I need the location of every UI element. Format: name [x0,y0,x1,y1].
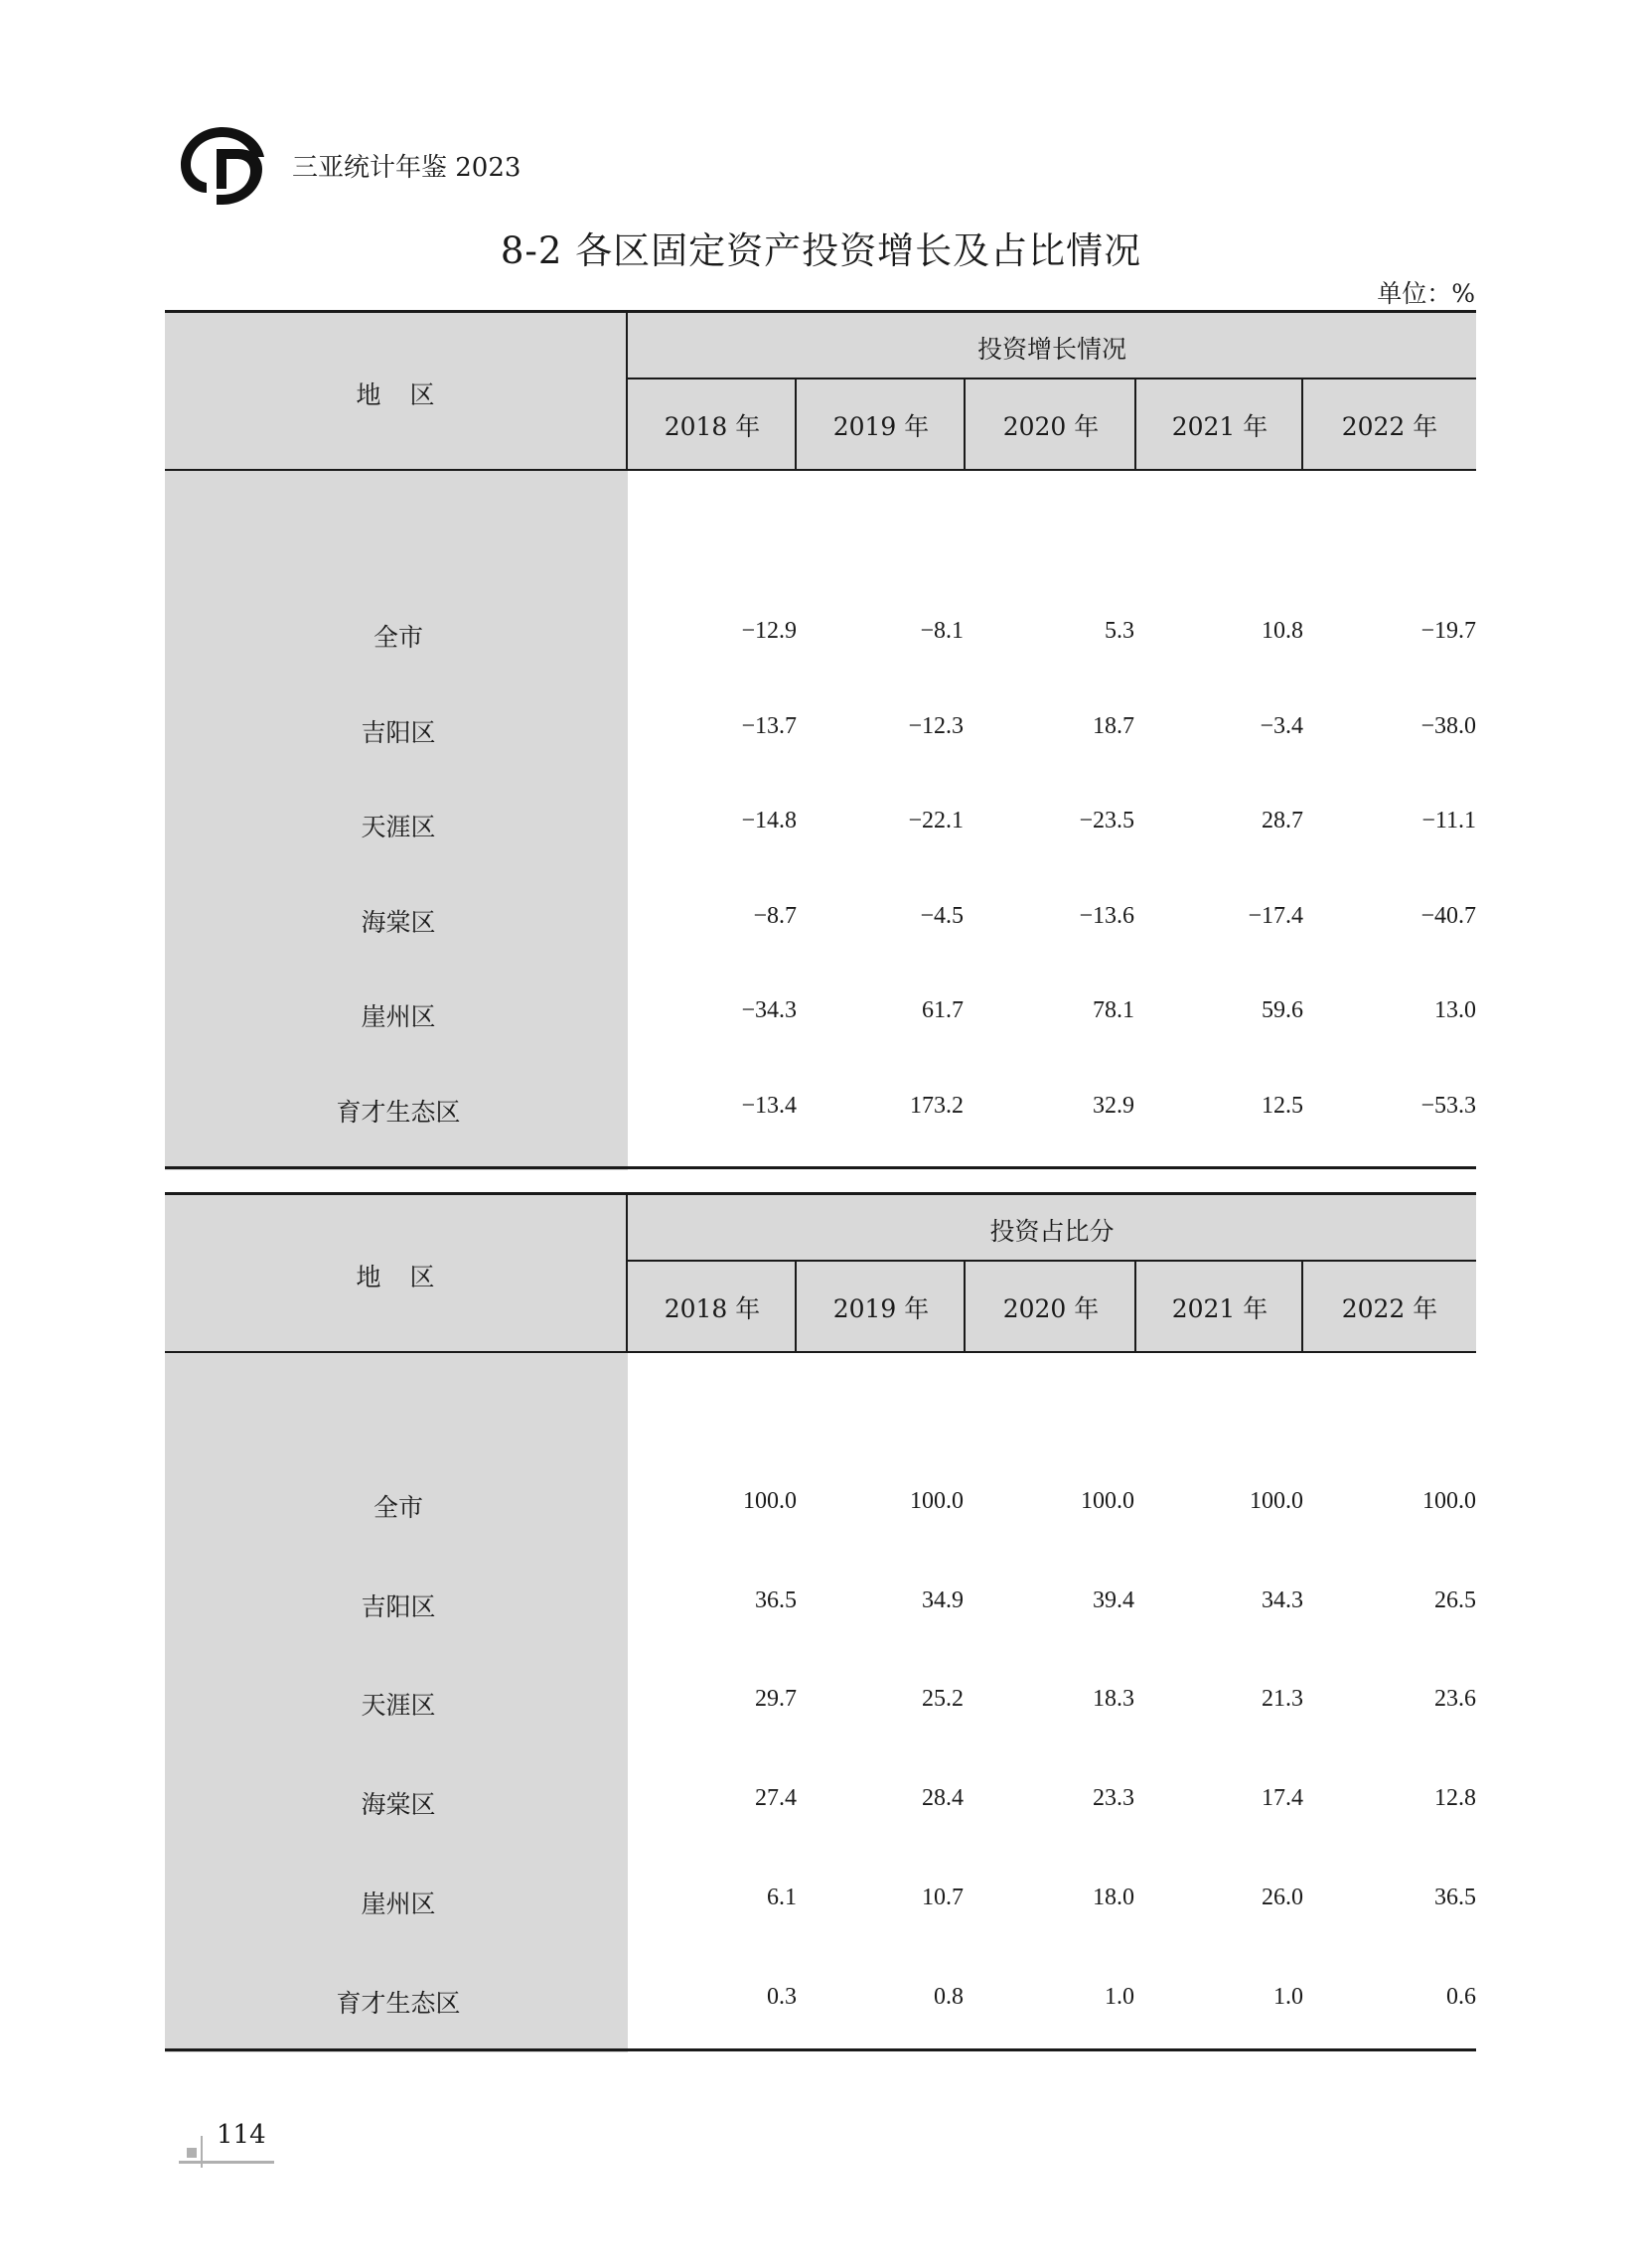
page-number: 114 [217,2120,266,2150]
table-cell-value: −12.3 [908,713,964,739]
table-cell-value: 6.1 [767,1885,797,1910]
table-cell-value: −4.5 [920,903,964,929]
year-column-header: 2022 年 [1341,1294,1438,1323]
table-cell-value: 26.5 [1434,1588,1476,1613]
region-name: 育才生态区 [336,1098,461,1127]
table-cell-value: −53.3 [1420,1093,1476,1119]
unit-label: 单位：% [1377,279,1475,308]
region-name: 全市 [373,1493,423,1522]
table-cell-value: 36.5 [755,1588,797,1613]
table-cell-value: 13.0 [1434,997,1476,1023]
table-cell-value: −17.4 [1248,903,1303,929]
region-name: 育才生态区 [336,1989,461,2018]
table-cell-value: 29.7 [755,1686,797,1712]
table-cell-value: −23.5 [1079,808,1134,833]
running-header-title: 三亚统计年鉴 2023 [292,153,522,183]
table-cell-value: 0.8 [934,1984,964,2010]
year-column-header: 2020 年 [1002,1294,1100,1323]
stats-yearbook-logo-icon [177,119,268,211]
growth-group-header: 投资增长情况 [976,335,1126,364]
table-cell-value: −38.0 [1420,713,1476,739]
table-cell-value: 32.9 [1093,1093,1134,1119]
table-cell-value: 0.3 [767,1984,797,2010]
table-cell-value: 26.0 [1262,1885,1303,1910]
table-cell-value: 61.7 [922,997,964,1023]
table-cell-value: −3.4 [1260,713,1303,739]
region-name: 海棠区 [361,1790,436,1819]
table-cell-value: 12.8 [1434,1785,1476,1811]
table-cell-value: 34.9 [922,1588,964,1613]
table-cell-value: 173.2 [910,1093,964,1119]
share-group-header: 投资占比分 [989,1217,1115,1246]
year-column-header: 2022 年 [1341,412,1438,441]
page-title: 8-2 各区固定资产投资增长及占比情况 [500,229,1142,272]
table-cell-value: −8.1 [920,618,964,644]
table-cell-value: −13.4 [741,1093,797,1119]
region-column-header: 地 区 [356,1263,437,1291]
table-cell-value: 21.3 [1262,1686,1303,1712]
region-name: 吉阳区 [361,718,436,747]
table-cell-value: −22.1 [908,808,964,833]
table-cell-value: 28.7 [1262,808,1303,833]
table-cell-value: 1.0 [1105,1984,1134,2010]
table-cell-value: 18.3 [1093,1686,1134,1712]
table-cell-value: −13.6 [1079,903,1134,929]
year-column-header: 2018 年 [664,412,761,441]
table-cell-value: −12.9 [741,618,797,644]
region-name: 吉阳区 [361,1592,436,1621]
table-cell-value: 28.4 [922,1785,964,1811]
region-name: 全市 [373,623,423,652]
table-cell-value: 27.4 [755,1785,797,1811]
table-cell-value: 39.4 [1093,1588,1134,1613]
table-cell-value: 59.6 [1262,997,1303,1023]
region-name: 海棠区 [361,908,436,937]
share-table [165,1192,1476,2052]
region-name: 天涯区 [361,813,436,841]
table-cell-value: 25.2 [922,1686,964,1712]
table-cell-value: −34.3 [741,997,797,1023]
year-column-header: 2021 年 [1171,412,1269,441]
table-cell-value: 23.3 [1093,1785,1134,1811]
table-cell-value: 10.7 [922,1885,964,1910]
table-cell-value: 1.0 [1273,1984,1303,2010]
table-cell-value: 0.6 [1446,1984,1476,2010]
year-column-header: 2018 年 [664,1294,761,1323]
table-cell-value: 23.6 [1434,1686,1476,1712]
table-cell-value: −13.7 [741,713,797,739]
table-cell-value: 78.1 [1093,997,1134,1023]
region-name: 崖州区 [361,1890,436,1918]
table-cell-value: −11.1 [1421,808,1476,833]
table-cell-value: 36.5 [1434,1885,1476,1910]
year-column-header: 2021 年 [1171,1294,1269,1323]
table-cell-value: 100.0 [743,1488,797,1514]
table-cell-value: 18.0 [1093,1885,1134,1910]
region-name: 崖州区 [361,1002,436,1031]
table-cell-value: −8.7 [753,903,797,929]
year-column-header: 2019 年 [832,412,930,441]
year-column-header: 2019 年 [832,1294,930,1323]
growth-table [165,310,1476,1170]
table-cell-value: 100.0 [1081,1488,1134,1514]
table-cell-value: 17.4 [1262,1785,1303,1811]
region-column-header: 地 区 [356,380,437,409]
table-cell-value: 100.0 [1422,1488,1476,1514]
year-column-header: 2020 年 [1002,412,1100,441]
table-cell-value: 12.5 [1262,1093,1303,1119]
table-cell-value: 5.3 [1105,618,1134,644]
table-cell-value: 34.3 [1262,1588,1303,1613]
table-cell-value: 100.0 [1250,1488,1303,1514]
page-marker-icon [187,2148,197,2158]
table-cell-value: −14.8 [741,808,797,833]
table-cell-value: −19.7 [1420,618,1476,644]
region-name: 天涯区 [361,1691,436,1720]
table-cell-value: 10.8 [1262,618,1303,644]
table-cell-value: 18.7 [1093,713,1134,739]
table-cell-value: 100.0 [910,1488,964,1514]
table-cell-value: −40.7 [1420,903,1476,929]
